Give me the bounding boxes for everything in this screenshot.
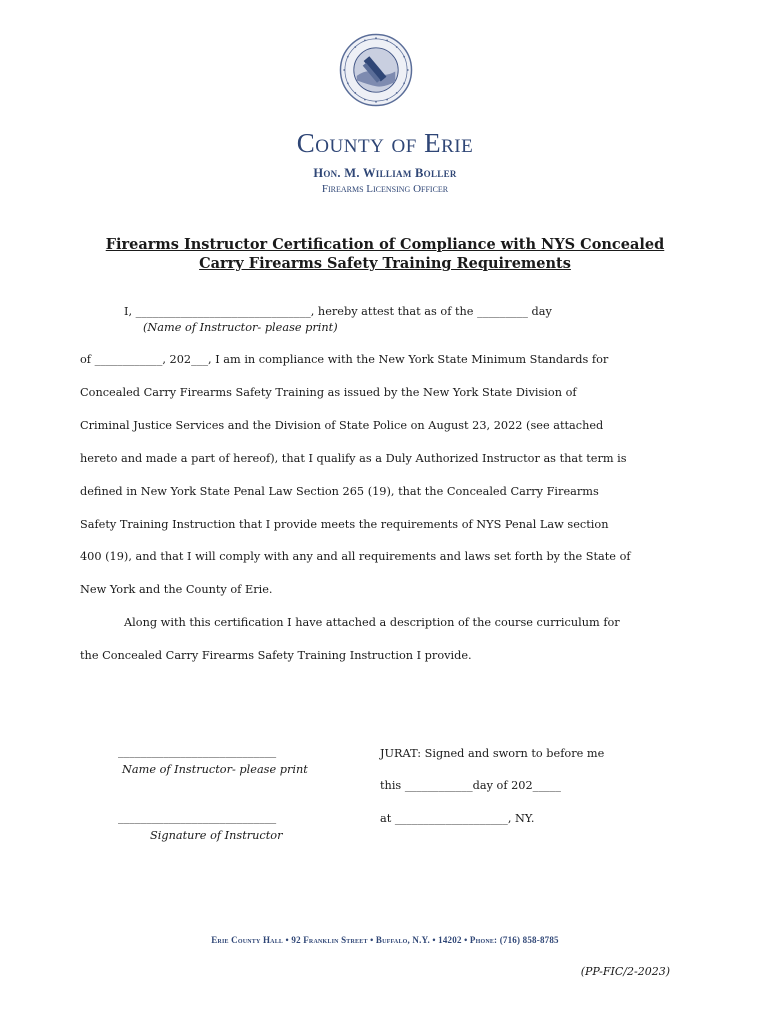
body-line: Safety Training Instruction that I provide meets the requirements of NYS Penal Law section — [80, 518, 609, 531]
officer-title: Firearms Licensing Officer — [321, 183, 449, 195]
document-title — [0, 235, 770, 273]
jurat-line-3: at ____________________, NY. — [380, 812, 535, 825]
body-line: 400 (19), and that I will comply with any and all requirements and laws set forth by the State of — [80, 550, 631, 563]
attest-line: I, _______________________________, hereby attest that as of the _________ day — [124, 305, 552, 318]
document-title-line-2: Carry Firearms Safety Training Requirements — [199, 255, 571, 272]
county-name: County of Erie — [296, 128, 474, 158]
jurat-line-2: this ____________day of 202_____ — [380, 779, 561, 792]
body-line: of ____________, 202___, I am in compliance with the New York State Minimum Standards for — [80, 353, 609, 366]
instructor-name-line: ____________________________ — [118, 745, 277, 758]
instructor-signature-caption: Signature of Instructor — [150, 829, 283, 842]
body-line: defined in New York State Penal Law Section 265 (19), that the Concealed Carry Firearms — [80, 485, 599, 498]
jurat-line-1: JURAT: Signed and sworn to before me — [380, 747, 605, 760]
county-seal-icon — [339, 33, 413, 107]
body-line: Criminal Justice Services and the Division of State Police on August 23, 2022 (see attached — [80, 419, 604, 432]
officer-name: Hon. M. William Boller — [313, 166, 457, 180]
document-title-line-1: Firearms Instructor Certification of Compliance with NYS Concealed — [105, 236, 665, 253]
paragraph-2-line: the Concealed Carry Firearms Safety Training Instruction I provide. — [80, 649, 472, 662]
body-line: New York and the County of Erie. — [80, 583, 273, 596]
paragraph-2-line: Along with this certification I have attached a description of the course curriculum for — [124, 616, 620, 629]
instructor-signature-line: ____________________________ — [118, 811, 277, 824]
form-code: (PP-FIC/2-2023) — [580, 965, 670, 978]
body-line: hereto and made a part of hereof), that I qualify as a Duly Authorized Instructor as that term is — [80, 452, 627, 465]
instructor-name-caption: Name of Instructor- please print — [122, 763, 308, 776]
attest-caption: (Name of Instructor- please print) — [143, 321, 338, 334]
body-line: Concealed Carry Firearms Safety Training as issued by the New York State Division of — [80, 386, 577, 399]
footer-address: Erie County Hall • 92 Franklin Street • Buffalo, N.Y. • 14202 • Phone: (716) 858-8785 — [211, 935, 559, 945]
